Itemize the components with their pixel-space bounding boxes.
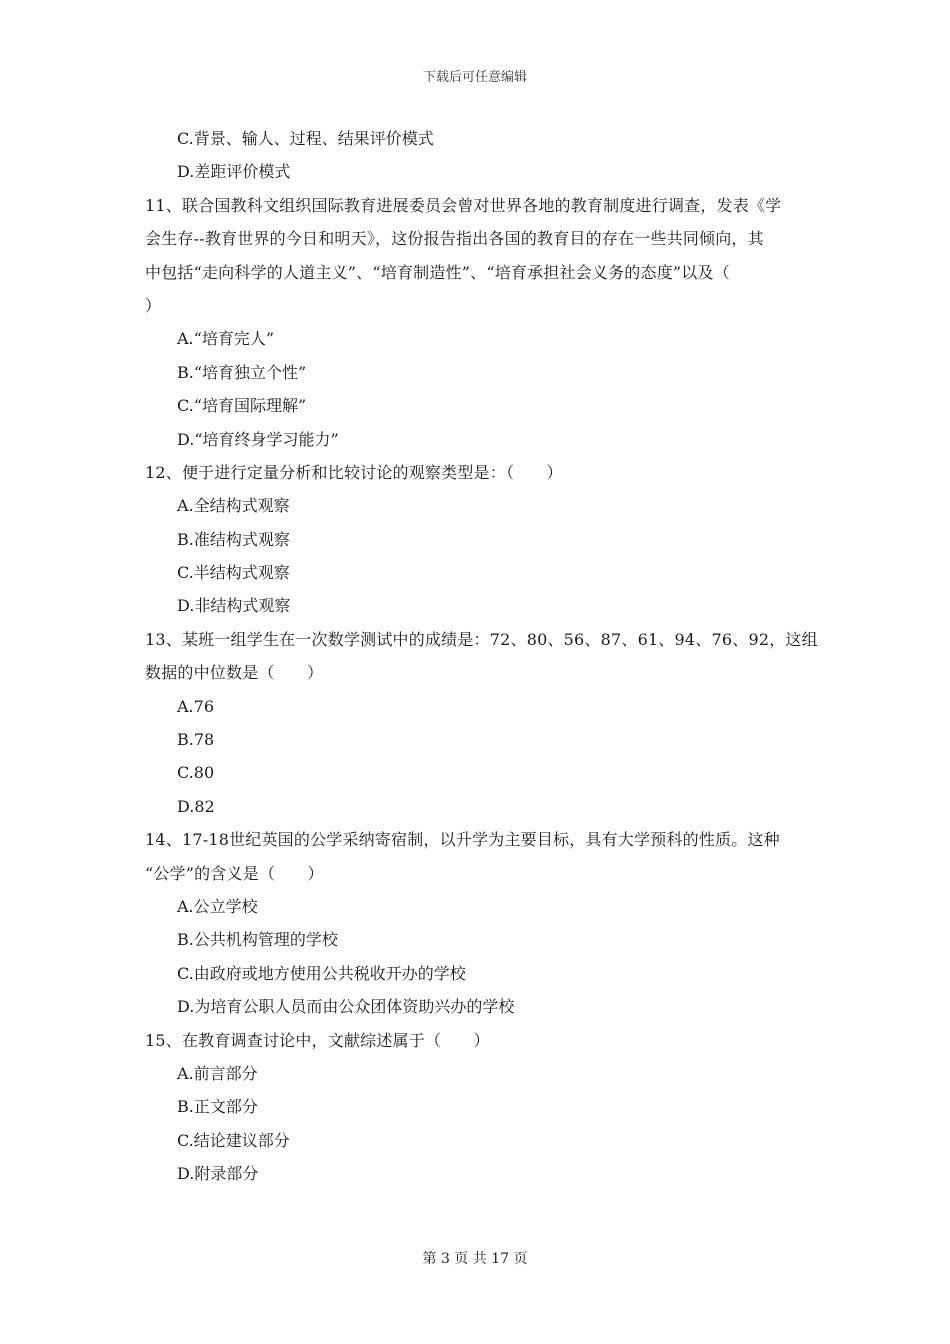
page-footer: 第 3 页 共 17 页	[422, 1251, 528, 1267]
document-body	[145, 122, 818, 1191]
answer-option: B.准结构式观察	[177, 529, 290, 549]
answer-option: B.公共机构管理的学校	[177, 930, 338, 950]
question-text: 12、便于进行定量分析和比较讨论的观察类型是：（ ）	[145, 462, 563, 482]
question-text: “公学”的含义是（ ）	[145, 863, 324, 883]
answer-option: A.前言部分	[177, 1063, 258, 1083]
question-text: 11、联合国教科文组织国际教育进展委员会曾对世界各地的教育制度进行调查，发表《学	[145, 195, 782, 215]
answer-option: C.背景、输人、过程、结果评价模式	[177, 129, 434, 148]
answer-option: C.结论建议部分	[177, 1130, 290, 1150]
question-text: 13、某班一组学生在一次数学测试中的成绩是：72、80、56、87、61、94、76、92，这组	[145, 629, 818, 649]
question-text: 会生存--教育世界的今日和明天》，这份报告指出各国的教育目的存在一些共同倾向，其	[145, 229, 764, 249]
answer-option: D.82	[177, 796, 215, 816]
answer-option: B.78	[177, 730, 215, 750]
question-text: 15、在教育调查讨论中，文献综述属于（ ）	[145, 1030, 490, 1050]
answer-option: C.由政府或地方使用公共税收开办的学校	[177, 963, 466, 983]
answer-option: B.正文部分	[177, 1097, 258, 1117]
question-text: 数据的中位数是（ ）	[145, 663, 324, 683]
answer-option: D.非结构式观察	[177, 596, 291, 616]
question-text: 中包括“走向科学的人道主义”、“培育制造性”、“培育承担社会义务的态度”以及（	[145, 262, 730, 282]
answer-option: C.半结构式观察	[177, 563, 290, 583]
answer-option: D.附录部分	[177, 1164, 259, 1184]
answer-option: D.“培育终身学习能力”	[177, 429, 339, 449]
answer-option: A.公立学校	[177, 896, 258, 916]
question-text: 14、17-18世纪英国的公学采纳寄宿制，以升学为主要目标，具有大学预科的性质。这种	[145, 830, 780, 850]
page-header: 下载后可任意编辑	[422, 70, 527, 85]
answer-option: B.“培育独立个性”	[177, 362, 307, 382]
answer-option: A.76	[177, 696, 214, 716]
answer-option: D.为培育公职人员而由公众团体资助兴办的学校	[177, 997, 515, 1017]
answer-option: C.80	[177, 763, 215, 783]
question-text: ）	[145, 295, 162, 315]
answer-option: A.全结构式观察	[177, 496, 290, 516]
answer-option: A.“培育完人”	[177, 329, 275, 349]
answer-option: C.“培育国际理解”	[177, 396, 307, 416]
answer-option: D.差距评价模式	[177, 162, 291, 182]
